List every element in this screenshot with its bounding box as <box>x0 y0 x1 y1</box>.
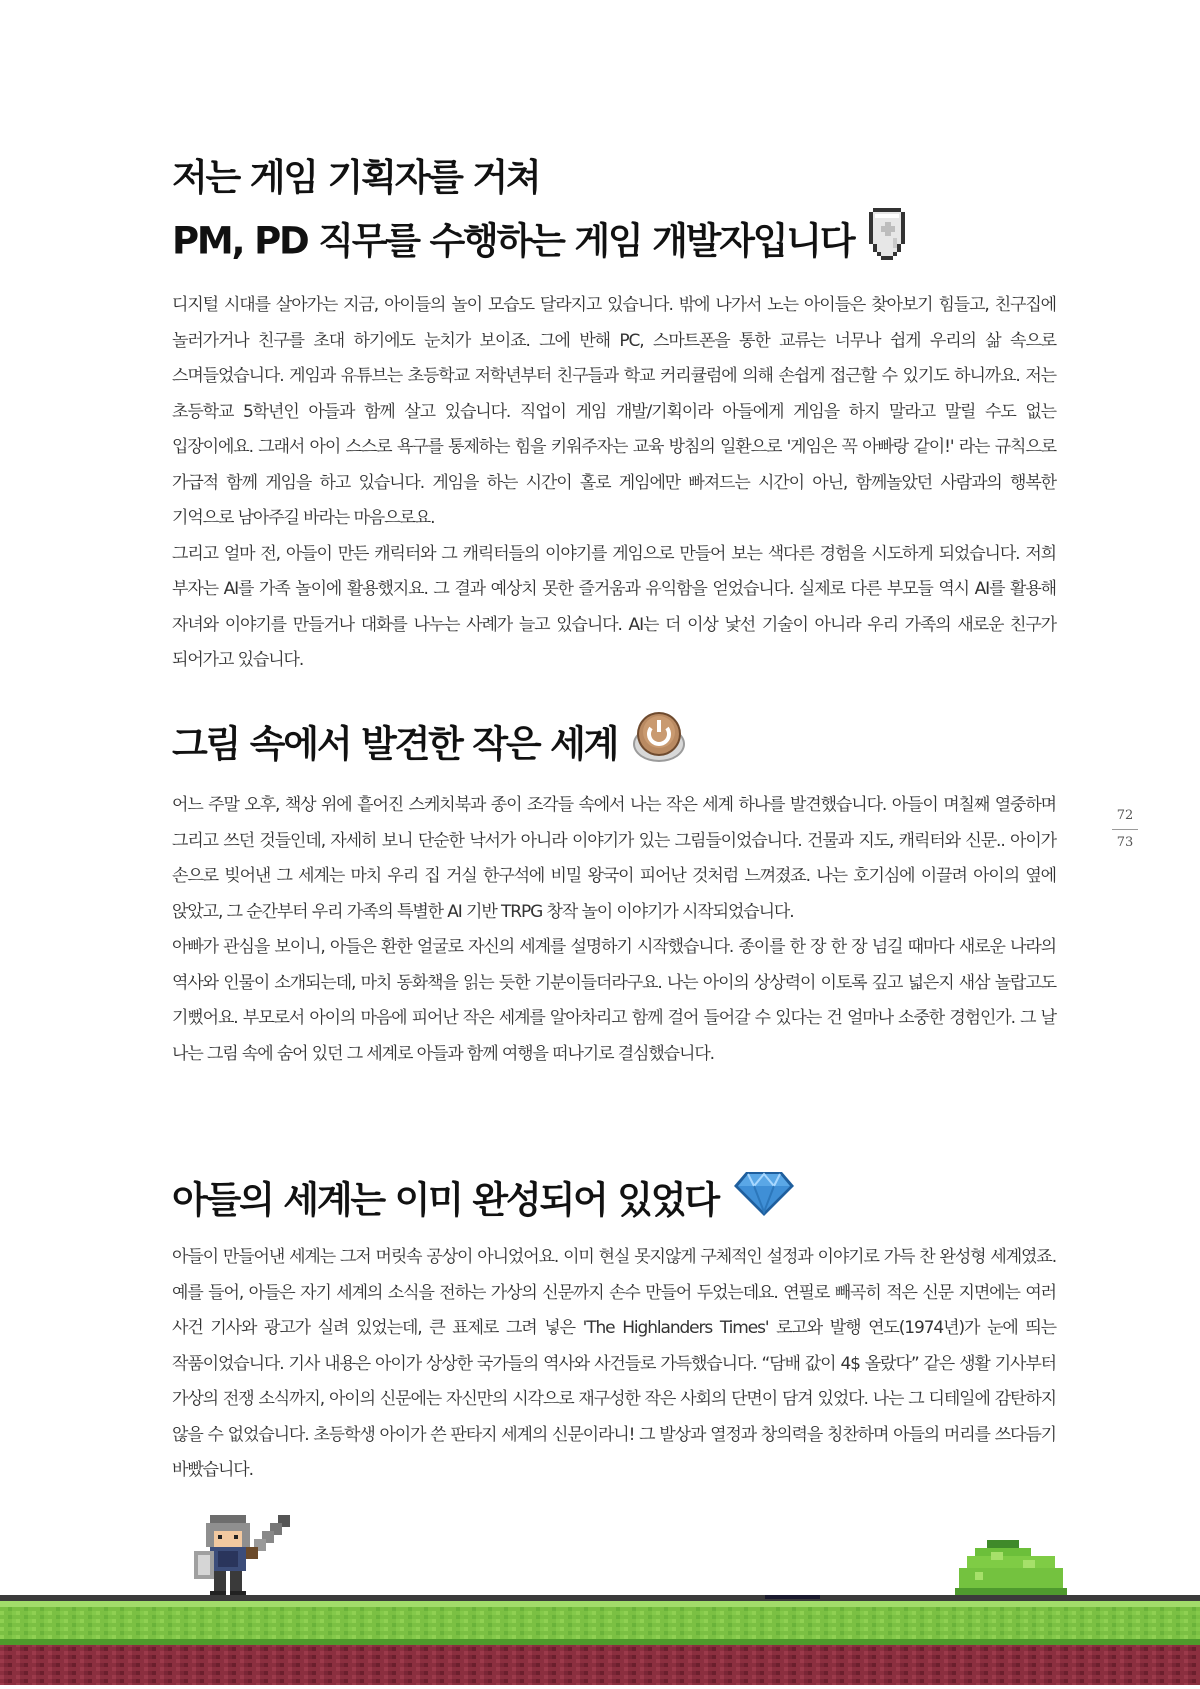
page-number-right: 73 <box>1116 835 1134 850</box>
section-heading <box>172 1170 1056 1234</box>
section-body <box>172 788 1056 1072</box>
heading-line-2: PM, PD 직무를 수행하는 게임 개발자입니다 <box>172 219 854 263</box>
heading-line-1: 그림 속에서 발견한 작은 세계 <box>172 722 618 766</box>
section-completed-world <box>172 1170 1056 1489</box>
power-button-icon <box>631 710 687 782</box>
paragraph: 디지털 시대를 살아가는 지금, 아이들의 놀이 모습도 달라지고 있습니다. 밖에 나가서 노는 아이들은 찾아보기 힘들고, 친구집에 놀러가거나 친구를 초대 하기에도 눈치가 보이죠. 그에 반해 PC, 스마트폰을 통한 교류는 너무나 쉽게 우리의 삶 속으로 스며들었습니다. 게임과 유튜브는 초등학교 저학년부터 친구들과 학교 커리큘럼에 의해 손쉽게 접근할 수 있기도 하니까요. 저는 초등학교 5학년인 아들과 함께 살고 있습니다. 직업이 게임 개발/기획이라 아들에게 게임을 하지 말라고 말릴 수도 없는 입장이에요. 그래서 아이 스스로 욕구를 통제하는 힘을 키워주자는 교육 방침의 일환으로 '게임은 꼭 아빠랑 같이!' 라는 규칙으로 가급적 함께 게임을 하고 있습니다. 게임을 하는 시간이 홀로 게임에만 빠져드는 시간이 아닌, 함께놀았던 사람과의 행복한 기억으로 남아주길 바라는 마음으로요. <box>172 295 1056 528</box>
heading-line-1: 아들의 세계는 이미 완성되어 있었다 <box>172 1178 718 1222</box>
section-body <box>172 288 1056 679</box>
shield-icon <box>867 206 907 280</box>
page-number-left: 72 <box>1116 808 1134 823</box>
paragraph: 어느 주말 오후, 책상 위에 흩어진 스케치북과 종이 조각들 속에서 나는 작은 세계 하나를 발견했습니다. 아들이 며칠째 열중하며 그리고 쓰던 것들인데, 자세히 보니 단순한 낙서가 아니라 이야기가 있는 그림들이었습니다. 건물과 지도, 캐릭터와 신문.. 아이가 손으로 빚어낸 그 세계는 마치 우리 집 거실 한구석에 비밀 왕국이 피어난 것처럼 느껴졌죠. 나는 호기심에 이끌려 아이의 옆에 앉았고, 그 순간부터 우리 가족의 특별한 AI 기반 TRPG 창작 놀이 이야기가 시작되었습니다. <box>172 795 1056 922</box>
pixel-knight-icon <box>190 1515 310 1607</box>
page-number-divider <box>1112 829 1138 830</box>
section-game-developer <box>172 150 1056 679</box>
page-numbers <box>1112 805 1138 854</box>
pixel-ground <box>0 1595 1200 1685</box>
section-small-world <box>172 710 1056 1072</box>
diamond-icon <box>732 1170 796 1234</box>
paragraph: 아빠가 관심을 보이니, 아들은 환한 얼굴로 자신의 세계를 설명하기 시작했습니다. 종이를 한 장 한 장 넘길 때마다 새로운 나라의 역사와 인물이 소개되는데, 마치 동화책을 읽는 듯한 기분이들더라구요. 나는 아이의 상상력이 이토록 깊고 넓은지 새삼 놀랍고도 기뻤어요. 부모로서 아이의 마음에 피어난 작은 세계를 알아차리고 함께 걸어 들어갈 수 있다는 건 얼마나 소중한 경험인가. 그 날 나는 그림 속에 숨어 있던 그 세계로 아들과 함께 여행을 떠나기로 결심했습니다. <box>172 937 1056 1064</box>
section-heading <box>172 150 1056 280</box>
section-heading <box>172 710 1056 782</box>
section-body <box>172 1240 1056 1489</box>
heading-line-1: 저는 게임 기획자를 거쳐 <box>172 156 540 199</box>
paragraph: 아들이 만들어낸 세계는 그저 머릿속 공상이 아니었어요. 이미 현실 못지않게 구체적인 설정과 이야기로 가득 찬 완성형 세계였죠. 예를 들어, 아들은 자기 세계의 소식을 전하는 가상의 신문까지 손수 만들어 두었는데요. 연필로 빼곡히 적은 신문 지면에는 여러 사건 기사와 광고가 실려 있었는데, 큰 표제로 그려 넣은 'The Highlanders Times' 로고와 발행 연도(1974년)가 눈에 띄는 작품이었습니다. 기사 내용은 아이가 상상한 국가들의 역사와 사건들로 가득했습니다. “담배 값이 4$ 올랐다” 같은 생활 기사부터 가상의 전쟁 소식까지, 아이의 신문에는 자신만의 시각으로 재구성한 작은 사회의 단면이 담겨 있었다. 나는 그 디테일에 감탄하지 않을 수 없었습니다. 초등학생 아이가 쓴 판타지 세계의 신문이라니! 그 발상과 열정과 창의력을 칭찬하며 아들의 머리를 쓰다듬기 바빴습니다. <box>172 1247 1056 1480</box>
paragraph: 그리고 얼마 전, 아들이 만든 캐릭터와 그 캐릭터들의 이야기를 게임으로 만들어 보는 색다른 경험을 시도하게 되었습니다. 저희 부자는 AI를 가족 놀이에 활용했지요. 그 결과 예상치 못한 즐거움과 유익함을 얻었습니다. 실제로 다른 부모들 역시 AI를 활용해 자녀와 이야기를 만들거나 대화를 나누는 사례가 늘고 있습니다. AI는 더 이상 낯선 기술이 아니라 우리 가족의 새로운 친구가 되어가고 있습니다. <box>172 543 1056 670</box>
